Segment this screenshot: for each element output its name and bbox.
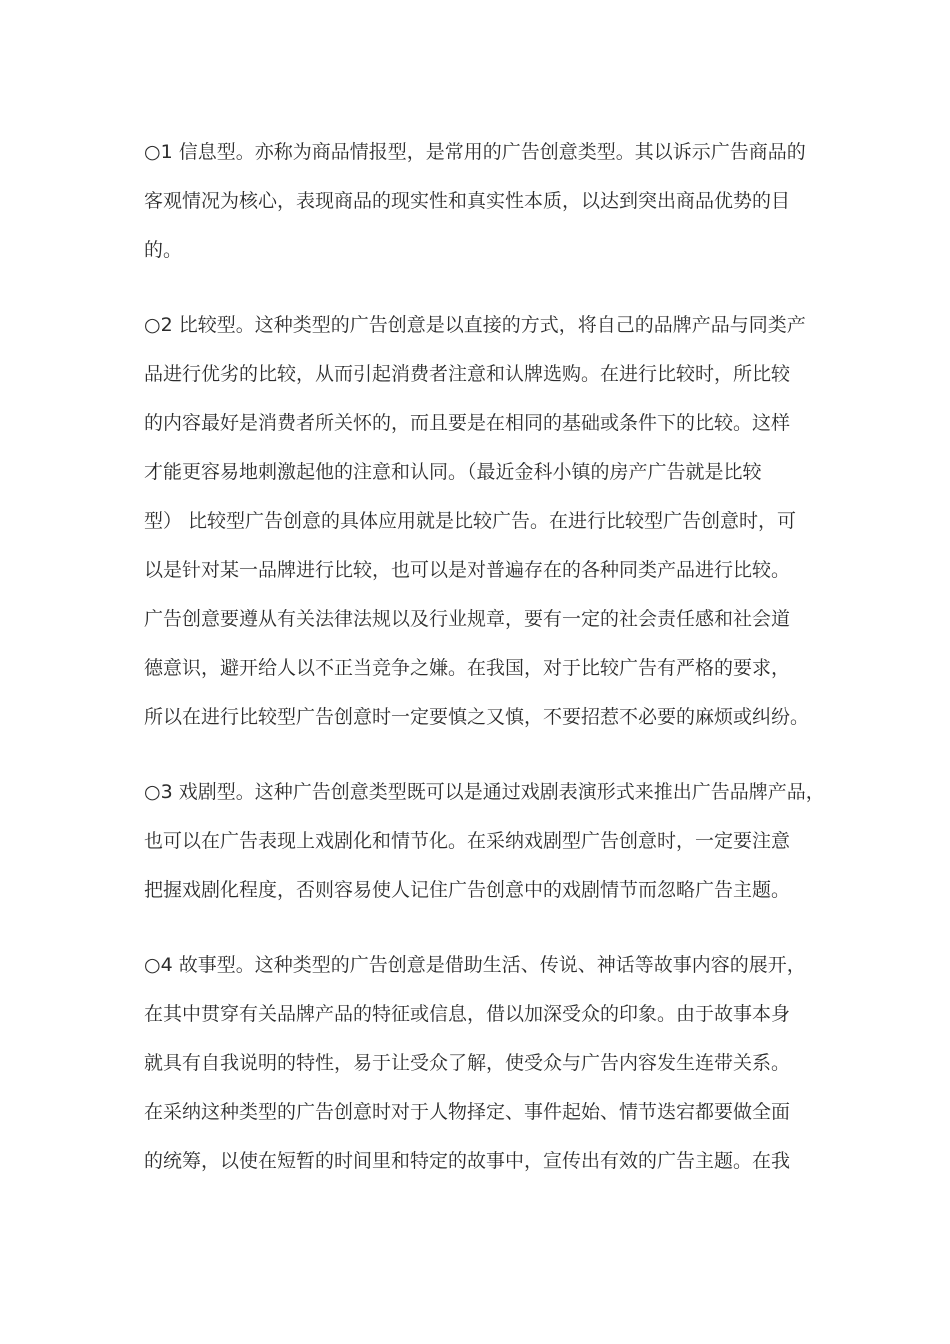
section-3-line-1: ○3 戏剧型。这种广告创意类型既可以是通过戏剧表演形式来推出广告品牌产品，: [144, 781, 825, 803]
section-1-line-3: 的。: [144, 239, 183, 261]
section-3-line-2: 也可以在广告表现上戏剧化和情节化。在采纳戏剧型广告创意时，一定要注意: [144, 830, 791, 852]
section-2-line-9: 所以在进行比较型广告创意时一定要慎之又慎，不要招惹不必要的麻烦或纠纷。: [144, 706, 810, 728]
section-1-line-2: 客观情况为核心，表现商品的现实性和真实性本质，以达到突出商品优势的目: [144, 190, 791, 212]
section-2-line-1: ○2 比较型。这种类型的广告创意是以直接的方式，将自己的品牌产品与同类产: [144, 314, 806, 336]
section-4-line-1: ○4 故事型。这种类型的广告创意是借助生活、传说、神话等故事内容的展开，: [144, 954, 806, 976]
section-2-line-5: 型） 比较型广告创意的具体应用就是比较广告。在进行比较型广告创意时，可: [144, 510, 797, 532]
section-1-line-1: ○1 信息型。亦称为商品情报型，是常用的广告创意类型。其以诉示广告商品的: [144, 141, 806, 163]
section-2-line-2: 品进行优劣的比较，从而引起消费者注意和认牌选购。在进行比较时，所比较: [144, 363, 791, 385]
section-2-line-8: 德意识，避开给人以不正当竞争之嫌。在我国，对于比较广告有严格的要求，: [144, 657, 791, 679]
section-2-line-4: 才能更容易地刺激起他的注意和认同。（最近金科小镇的房产广告就是比较: [144, 461, 762, 483]
section-3-line-3: 把握戏剧化程度，否则容易使人记住广告创意中的戏剧情节而忽略广告主题。: [144, 879, 791, 901]
section-2-line-3: 的内容最好是消费者所关怀的，而且要是在相同的基础或条件下的比较。这样: [144, 412, 791, 434]
section-4-line-5: 的统筹，以使在短暂的时间里和特定的故事中，宣传出有效的广告主题。在我: [144, 1150, 791, 1172]
section-4-line-2: 在其中贯穿有关品牌产品的特征或信息，借以加深受众的印象。由于故事本身: [144, 1003, 791, 1025]
section-2-line-7: 广告创意要遵从有关法律法规以及行业规章，要有一定的社会责任感和社会道: [144, 608, 791, 630]
section-4-line-4: 在采纳这种类型的广告创意时对于人物择定、事件起始、情节迭宕都要做全面: [144, 1101, 791, 1123]
section-4-line-3: 就具有自我说明的特性，易于让受众了解，使受众与广告内容发生连带关系。: [144, 1052, 791, 1074]
section-2-line-6: 以是针对某一品牌进行比较，也可以是对普遍存在的各种同类产品进行比较。: [144, 559, 791, 581]
